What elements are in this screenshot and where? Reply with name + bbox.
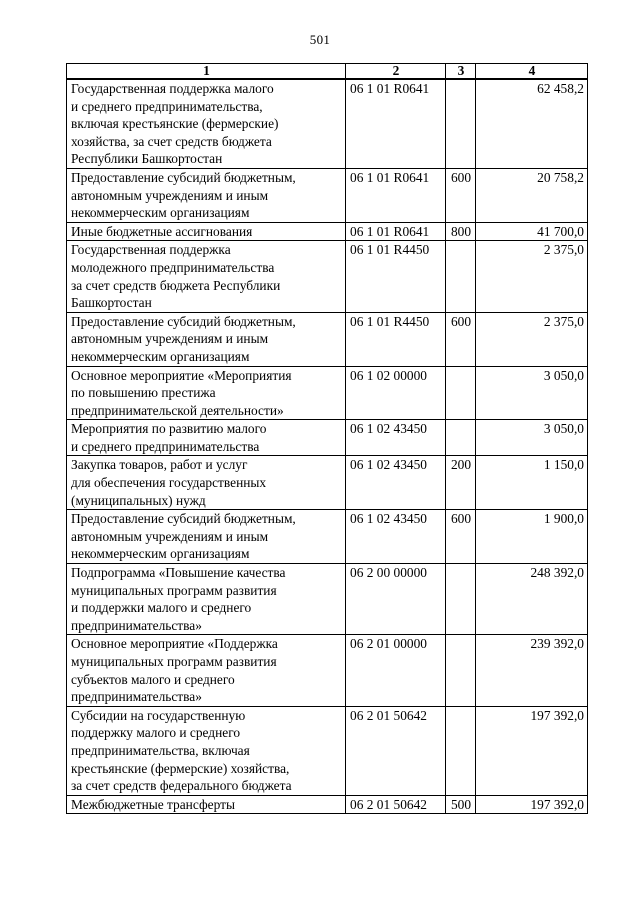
row-code-cell: 06 1 01 R0641 bbox=[346, 79, 446, 168]
row-code-cell: 06 2 00 00000 bbox=[346, 564, 446, 635]
header-col-1: 1 bbox=[67, 64, 346, 80]
row-name-cell: Предоставление субсидий бюджетным, автономным учреждениям и иным некоммерческим организациям bbox=[67, 510, 346, 564]
header-col-4: 4 bbox=[476, 64, 588, 80]
row-amount-cell: 41 700,0 bbox=[476, 222, 588, 241]
table-row bbox=[67, 79, 588, 168]
row-type-cell bbox=[446, 366, 476, 420]
row-type-cell: 600 bbox=[446, 510, 476, 564]
row-code-cell: 06 1 02 43450 bbox=[346, 420, 446, 456]
table-row bbox=[67, 312, 588, 366]
row-code-cell: 06 1 01 R0641 bbox=[346, 168, 446, 222]
row-name-cell: Межбюджетные трансферты bbox=[67, 795, 346, 814]
row-name-cell: Государственная поддержка малого и среднего предпринимательства, включая крестьянские (фермерские) хозяйства, за счет средств бюджета Республики Башкортостан bbox=[67, 79, 346, 168]
row-code-cell: 06 1 02 00000 bbox=[346, 366, 446, 420]
row-type-cell bbox=[446, 706, 476, 795]
row-code-cell: 06 1 01 R4450 bbox=[346, 312, 446, 366]
row-amount-cell: 2 375,0 bbox=[476, 312, 588, 366]
row-amount-cell: 2 375,0 bbox=[476, 241, 588, 312]
row-amount-cell: 3 050,0 bbox=[476, 420, 588, 456]
row-type-cell: 500 bbox=[446, 795, 476, 814]
row-amount-cell: 1 900,0 bbox=[476, 510, 588, 564]
row-type-cell bbox=[446, 241, 476, 312]
table-row bbox=[67, 222, 588, 241]
table-row bbox=[67, 420, 588, 456]
row-type-cell bbox=[446, 79, 476, 168]
row-name-cell: Основное мероприятие «Мероприятия по повышению престижа предпринимательской деятельности» bbox=[67, 366, 346, 420]
row-code-cell: 06 1 02 43450 bbox=[346, 510, 446, 564]
row-name-cell: Государственная поддержка молодежного предпринимательства за счет средств бюджета Республики Башкортостан bbox=[67, 241, 346, 312]
budget-table bbox=[66, 63, 588, 814]
header-row bbox=[67, 64, 588, 80]
row-amount-cell: 3 050,0 bbox=[476, 366, 588, 420]
row-amount-cell: 239 392,0 bbox=[476, 635, 588, 706]
row-name-cell: Основное мероприятие «Поддержка муниципальных программ развития субъектов малого и среднего предпринимательства» bbox=[67, 635, 346, 706]
row-amount-cell: 1 150,0 bbox=[476, 456, 588, 510]
row-amount-cell: 197 392,0 bbox=[476, 706, 588, 795]
table-row bbox=[67, 456, 588, 510]
row-amount-cell: 248 392,0 bbox=[476, 564, 588, 635]
row-code-cell: 06 2 01 50642 bbox=[346, 706, 446, 795]
row-type-cell: 800 bbox=[446, 222, 476, 241]
header-col-3: 3 bbox=[446, 64, 476, 80]
row-name-cell: Закупка товаров, работ и услуг для обеспечения государственных (муниципальных) нужд bbox=[67, 456, 346, 510]
table-row bbox=[67, 168, 588, 222]
row-name-cell: Субсидии на государственную поддержку малого и среднего предпринимательства, включая крестьянские (фермерские) хозяйства, за счет средств федерального бюджета bbox=[67, 706, 346, 795]
row-amount-cell: 197 392,0 bbox=[476, 795, 588, 814]
page-number: 501 bbox=[309, 32, 331, 47]
row-name-cell: Подпрограмма «Повышение качества муниципальных программ развития и поддержки малого и среднего предпринимательства» bbox=[67, 564, 346, 635]
row-type-cell: 600 bbox=[446, 168, 476, 222]
header-col-2: 2 bbox=[346, 64, 446, 80]
row-type-cell bbox=[446, 635, 476, 706]
table-header bbox=[67, 64, 588, 80]
row-code-cell: 06 1 01 R4450 bbox=[346, 241, 446, 312]
row-type-cell: 200 bbox=[446, 456, 476, 510]
row-amount-cell: 20 758,2 bbox=[476, 168, 588, 222]
table-row bbox=[67, 366, 588, 420]
row-name-cell: Иные бюджетные ассигнования bbox=[67, 222, 346, 241]
table-body bbox=[67, 79, 588, 814]
table-row bbox=[67, 795, 588, 814]
row-name-cell: Мероприятия по развитию малого и среднего предпринимательства bbox=[67, 420, 346, 456]
table-row bbox=[67, 510, 588, 564]
row-type-cell: 600 bbox=[446, 312, 476, 366]
table-row bbox=[67, 564, 588, 635]
row-code-cell: 06 1 01 R0641 bbox=[346, 222, 446, 241]
table-row bbox=[67, 241, 588, 312]
table-row bbox=[67, 635, 588, 706]
row-type-cell bbox=[446, 564, 476, 635]
row-name-cell: Предоставление субсидий бюджетным, автономным учреждениям и иным некоммерческим организациям bbox=[67, 168, 346, 222]
row-code-cell: 06 1 02 43450 bbox=[346, 456, 446, 510]
row-type-cell bbox=[446, 420, 476, 456]
table-row bbox=[67, 706, 588, 795]
row-name-cell: Предоставление субсидий бюджетным, автономным учреждениям и иным некоммерческим организациям bbox=[67, 312, 346, 366]
row-code-cell: 06 2 01 00000 bbox=[346, 635, 446, 706]
row-amount-cell: 62 458,2 bbox=[476, 79, 588, 168]
row-code-cell: 06 2 01 50642 bbox=[346, 795, 446, 814]
